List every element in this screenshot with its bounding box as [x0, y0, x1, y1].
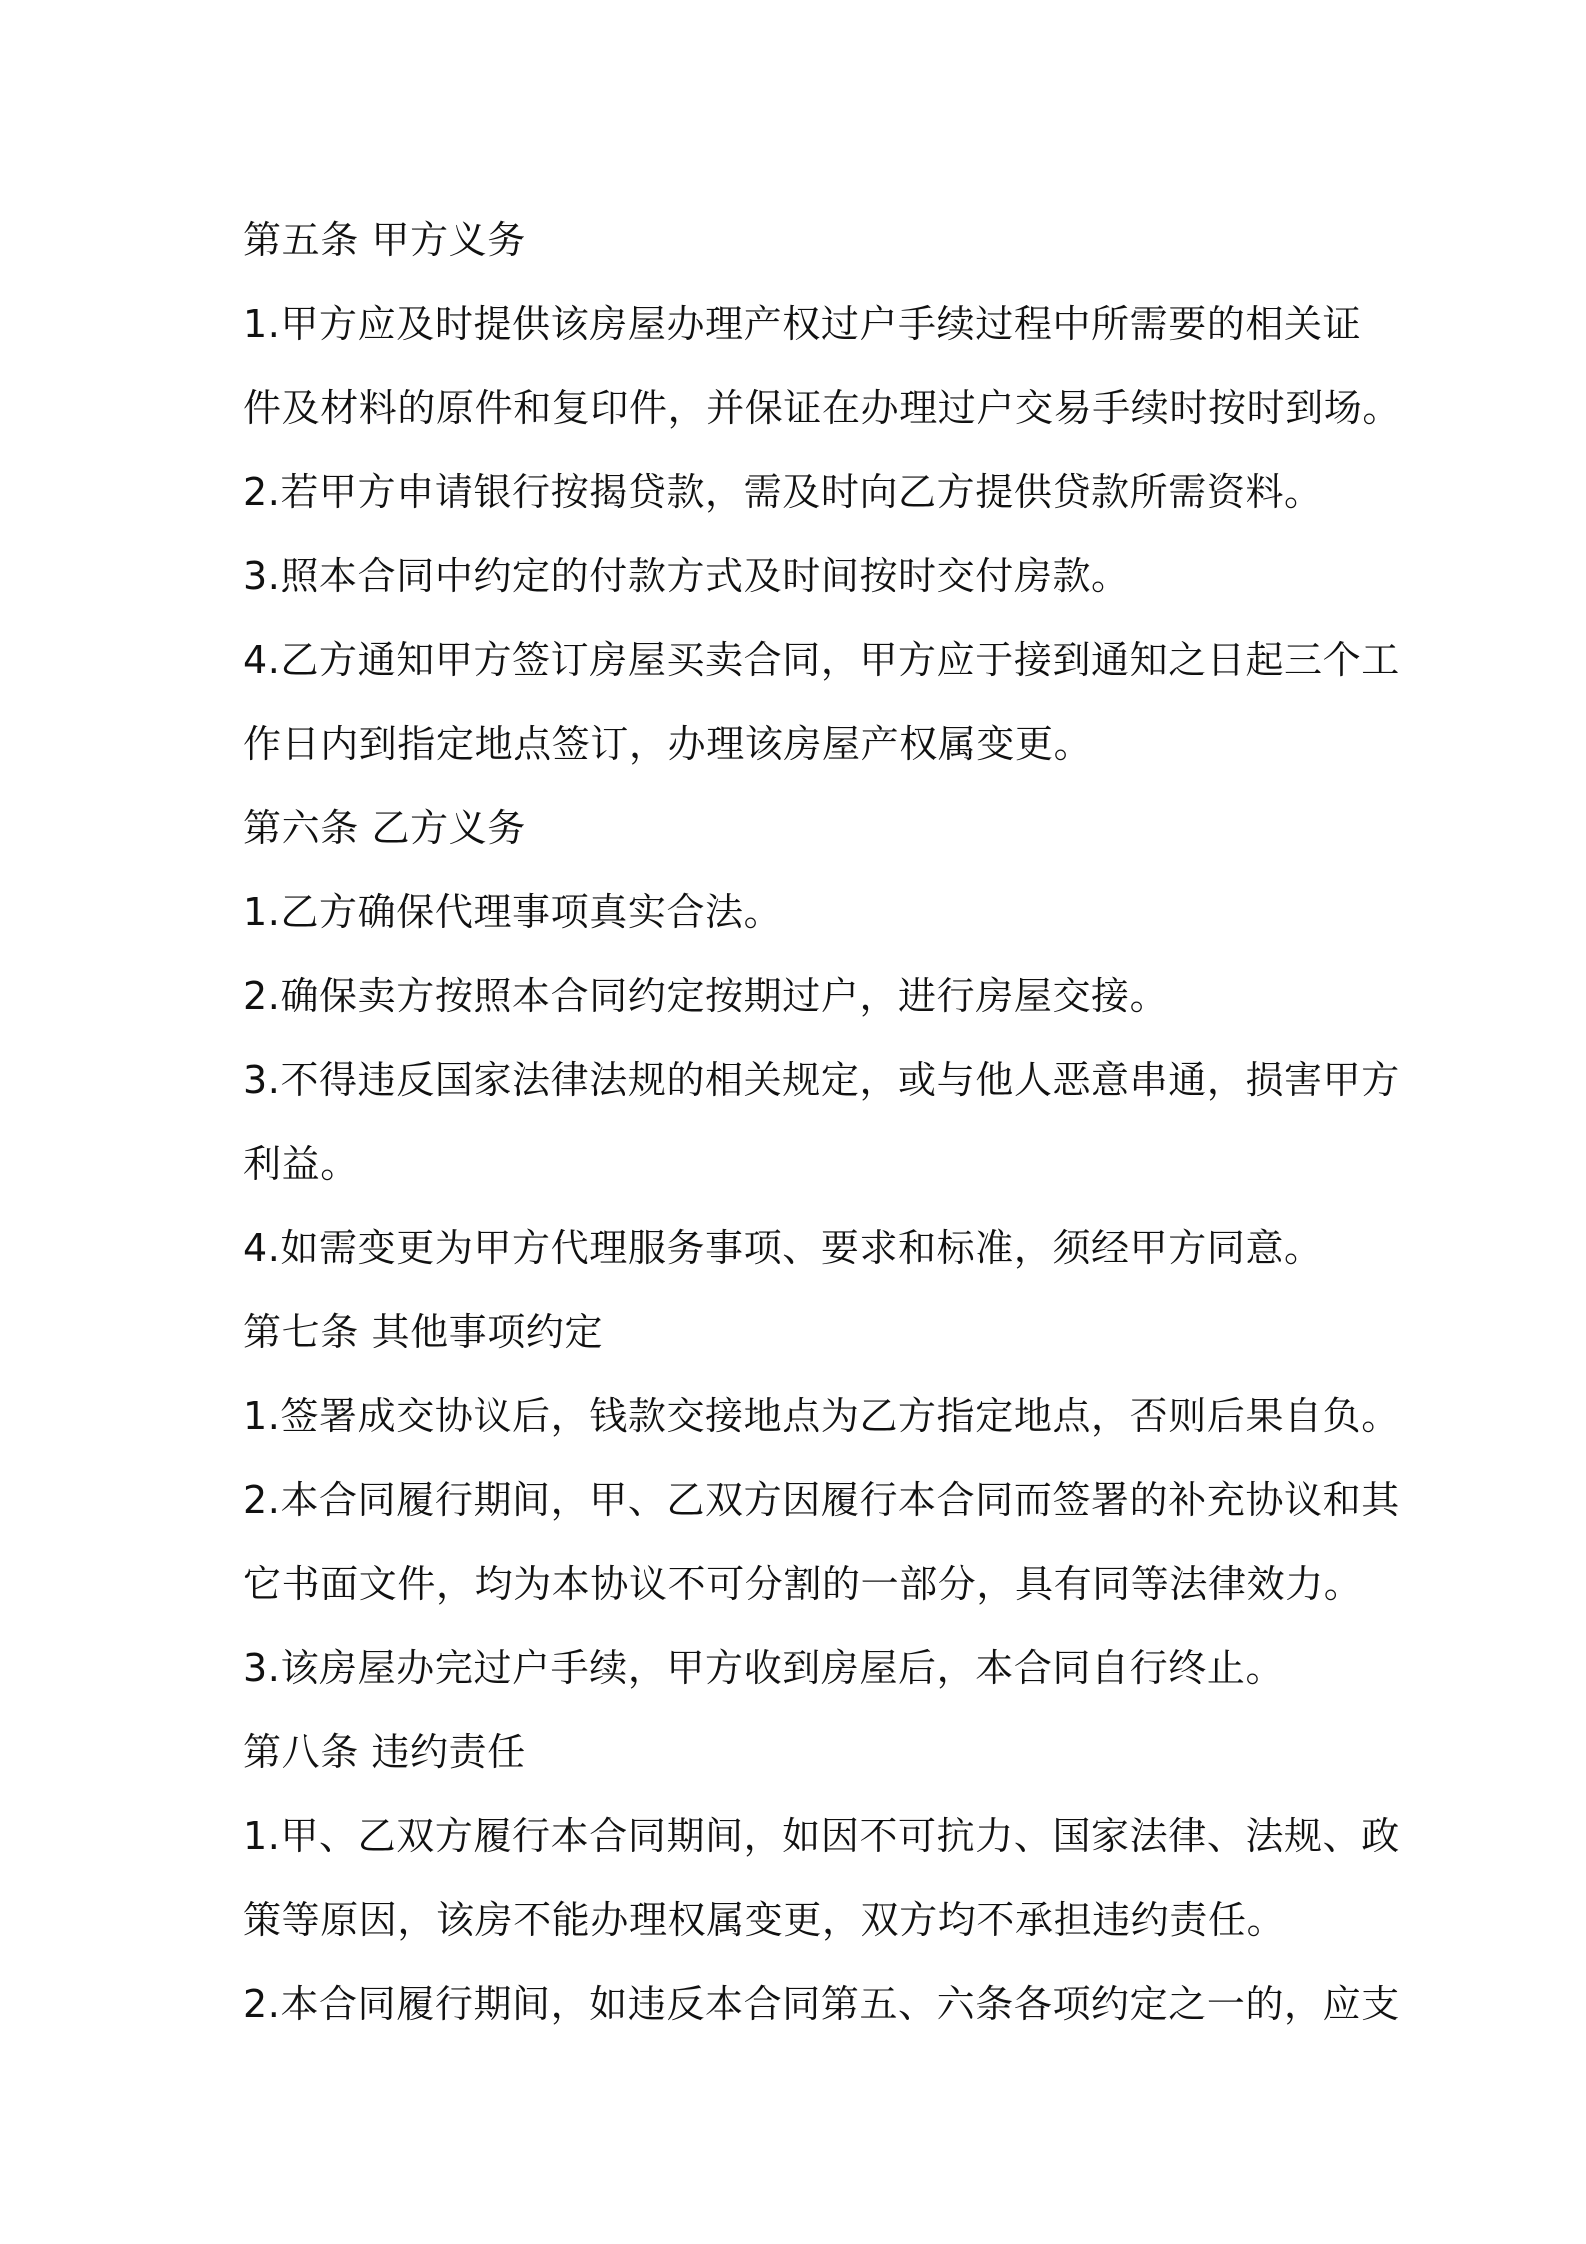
- paragraph-line: 3.该房屋办完过户手续，甲方收到房屋后，本合同自行终止。: [243, 1646, 1285, 1690]
- section-heading-article-7: 第七条 其他事项约定: [243, 1310, 604, 1354]
- paragraph-line: 1.乙方确保代理事项真实合法。: [243, 890, 783, 934]
- paragraph-line: 它书面文件，均为本协议不可分割的一部分，具有同等法律效力。: [243, 1562, 1363, 1606]
- paragraph-line: 1.甲、乙双方履行本合同期间，如因不可抗力、国家法律、法规、政: [243, 1814, 1400, 1858]
- paragraph-line: 2.本合同履行期间，如违反本合同第五、六条各项约定之一的，应支: [243, 1982, 1400, 2026]
- paragraph-line: 利益。: [243, 1142, 359, 1186]
- paragraph-line: 1.甲方应及时提供该房屋办理产权过户手续过程中所需要的相关证: [243, 302, 1362, 346]
- section-heading-article-6: 第六条 乙方义务: [243, 806, 526, 850]
- paragraph-line: 2.本合同履行期间，甲、乙双方因履行本合同而签署的补充协议和其: [243, 1478, 1400, 1522]
- section-heading-article-5: 第五条 甲方义务: [243, 218, 526, 262]
- paragraph-line: 件及材料的原件和复印件，并保证在办理过户交易手续时按时到场。: [243, 386, 1402, 430]
- paragraph-line: 1.签署成交协议后，钱款交接地点为乙方指定地点，否则后果自负。: [243, 1394, 1400, 1438]
- paragraph-line: 3.不得违反国家法律法规的相关规定，或与他人恶意串通，损害甲方: [243, 1058, 1400, 1102]
- paragraph-line: 2.若甲方申请银行按揭贷款，需及时向乙方提供贷款所需资料。: [243, 470, 1323, 514]
- paragraph-line: 策等原因，该房不能办理权属变更，双方均不承担违约责任。: [243, 1898, 1286, 1942]
- paragraph-line: 4.如需变更为甲方代理服务事项、要求和标准，须经甲方同意。: [243, 1226, 1323, 1270]
- section-heading-article-8: 第八条 违约责任: [243, 1730, 526, 1774]
- paragraph-line: 作日内到指定地点签订，办理该房屋产权属变更。: [243, 722, 1093, 766]
- paragraph-line: 2.确保卖方按照本合同约定按期过户，进行房屋交接。: [243, 974, 1169, 1018]
- paragraph-line: 3.照本合同中约定的付款方式及时间按时交付房款。: [243, 554, 1130, 598]
- contract-text: [243, 198, 1402, 2046]
- paragraph-line: 4.乙方通知甲方签订房屋买卖合同，甲方应于接到通知之日起三个工: [243, 638, 1400, 682]
